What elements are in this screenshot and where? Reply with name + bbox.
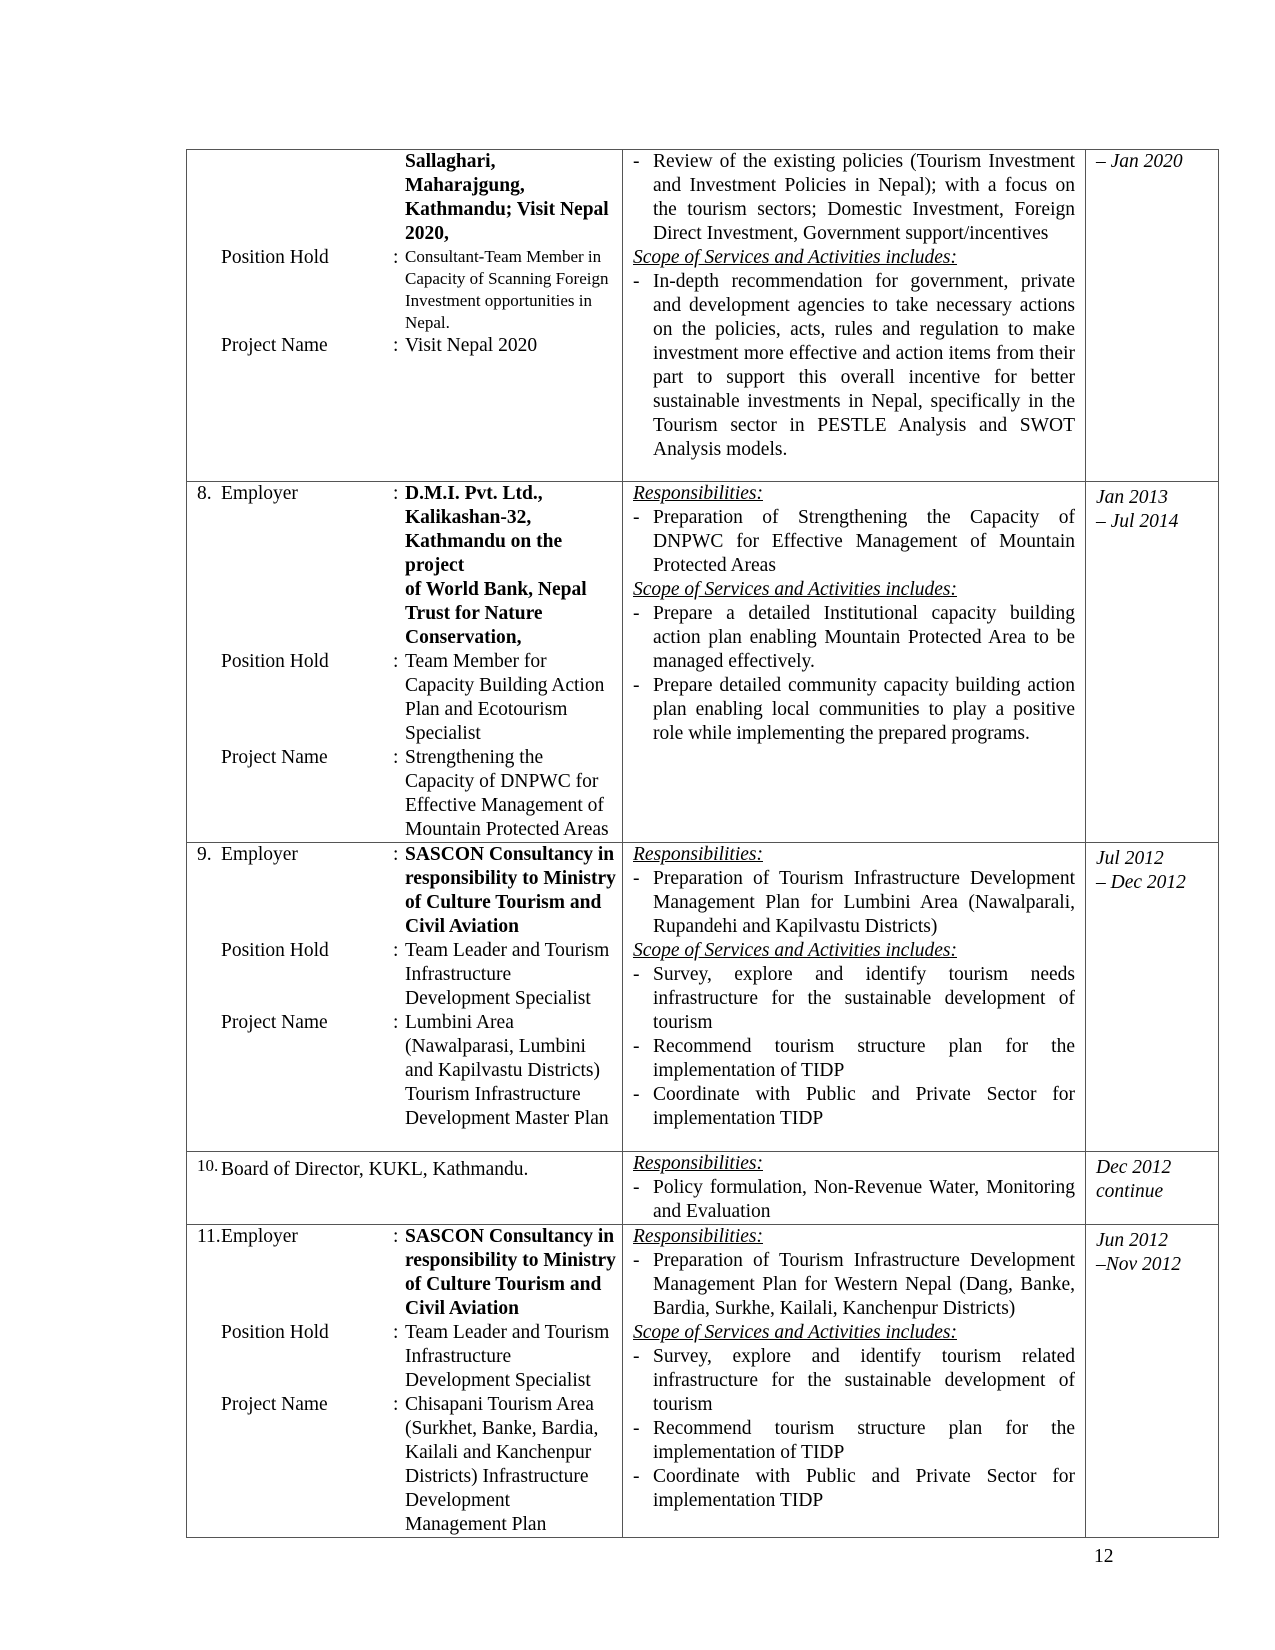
row-number: 10. (197, 1156, 219, 1175)
responsibilities-cell (623, 1152, 1086, 1225)
date-range: Jul 2012 – Dec 2012 (1096, 848, 1186, 893)
responsibilities-cell (623, 843, 1086, 1152)
scope-heading: Scope of Services and Activities includes: (633, 247, 957, 268)
date-range: Jan 2013 – Jul 2014 (1096, 487, 1179, 532)
responsibilities-heading: Responsibilities: (633, 1153, 763, 1174)
table-row (187, 1152, 1219, 1225)
position-label: Position Hold (221, 940, 329, 961)
position-value: Team Leader and Tourism Infrastructure Development Specialist (405, 1322, 610, 1391)
table-row (187, 482, 1219, 843)
scope-heading: Scope of Services and Activities includes: (633, 940, 957, 961)
employer-cell: 9. Employer : SASCON Consultancy in responsibility to Ministry of Culture Tourism and Civil Aviation Position Hold : Team Leader and Tourism Infrastructure Development Specialist Project Name : Lumbini Area (Nawalparasi, Lumbini and Kapilvastu Districts) Tourism Infrastructure Development Master Plan (187, 843, 623, 1152)
responsibilities-heading: Responsibilities: (633, 483, 763, 504)
list-item: - Recommend tourism structure plan for the implementation of TIDP (633, 1418, 1075, 1463)
employer-label: Employer (221, 1226, 298, 1247)
employer-name: Sallaghari, Maharajgung, Kathmandu; Visit Nepal 2020, (405, 151, 609, 244)
date-cell (1086, 1152, 1219, 1225)
position-value: Team Leader and Tourism Infrastructure Development Specialist (405, 940, 610, 1009)
list-item: - Prepare detailed community capacity building action plan enabling local communities to play a positive role while implementing the prepared programs. (633, 675, 1075, 744)
responsibilities-heading: Responsibilities: (633, 844, 763, 865)
date-range: Dec 2012 continue (1096, 1157, 1172, 1202)
date-cell (1086, 150, 1219, 482)
employer-name: D.M.I. Pvt. Ltd., Kalikashan-32, Kathmandu on the project of World Bank, Nepal Trust for Nature Conservation, (405, 483, 587, 648)
responsibilities-heading: Responsibilities: (633, 1226, 763, 1247)
project-value: Lumbini Area (Nawalparasi, Lumbini and Kapilvastu Districts) Tourism Infrastructure Development Master Plan (405, 1012, 609, 1129)
project-value: Visit Nepal 2020 (405, 335, 538, 356)
responsibilities-cell (623, 1225, 1086, 1538)
project-label: Project Name (221, 1394, 328, 1415)
list-item: - Coordinate with Public and Private Sector for implementation TIDP (633, 1466, 1075, 1511)
project-label: Project Name (221, 1012, 328, 1033)
date-cell (1086, 843, 1219, 1152)
table-row (187, 150, 1219, 482)
project-label: Project Name (221, 335, 328, 356)
row-number: 9. (197, 844, 212, 865)
employer-cell: 11. Employer : SASCON Consultancy in responsibility to Ministry of Culture Tourism and Civil Aviation Position Hold : Team Leader and Tourism Infrastructure Development Specialist Project Name : Chisapani Tourism Area (Surkhet, Banke, Bardia, Kailali and Kanchenpur Districts) Infrastructure Development Management Plan (187, 1225, 623, 1538)
scope-heading: Scope of Services and Activities includes: (633, 1322, 957, 1343)
row-number: 8. (197, 483, 212, 504)
position-label: Position Hold (221, 651, 329, 672)
list-item: - In-depth recommendation for government, private and development agencies to take necessary actions on the policies, acts, rules and regulation to make investment more effective and action items from their part to support this overall incentive for better sustainable investments in Nepal, specifically in the Tourism sector in PESTLE Analysis and SWOT Analysis models. (633, 271, 1075, 460)
project-value: Strengthening the Capacity of DNPWC for Effective Management of Mountain Protected Areas (405, 747, 609, 840)
position-label: Position Hold (221, 1322, 329, 1343)
list-item: - Survey, explore and identify tourism related infrastructure for the sustainable development of tourism (633, 1346, 1075, 1415)
project-label: Project Name (221, 747, 328, 768)
date-cell (1086, 482, 1219, 843)
page-number: 12 (1094, 1546, 1114, 1567)
experience-table (186, 149, 1219, 1538)
date-cell (1086, 1225, 1219, 1538)
responsibilities-cell (623, 150, 1086, 482)
list-item: - Coordinate with Public and Private Sector for implementation TIDP (633, 1084, 1075, 1129)
table-row (187, 843, 1219, 1152)
date-range: – Jan 2020 (1096, 151, 1183, 172)
employer-name: SASCON Consultancy in responsibility to Ministry of Culture Tourism and Civil Aviation (405, 844, 616, 937)
position-value: Consultant-Team Member in Capacity of Scanning Foreign Investment opportunities in Nepal. (405, 247, 609, 332)
board-text: Board of Director, KUKL, Kathmandu. (221, 1159, 529, 1180)
position-label: Position Hold (221, 247, 329, 268)
list-item: - Preparation of Tourism Infrastructure Development Management Plan for Lumbini Area (Nawalparali, Rupandehi and Kapilvastu Districts) (633, 868, 1075, 937)
list-item: - Policy formulation, Non-Revenue Water, Monitoring and Evaluation (633, 1177, 1075, 1222)
list-item: - Recommend tourism structure plan for the implementation of TIDP (633, 1036, 1075, 1081)
list-item: - Preparation of Tourism Infrastructure Development Management Plan for Western Nepal (Dang, Banke, Bardia, Surkhe, Kailali, Kanchenpur Districts) (633, 1250, 1075, 1319)
position-value: Team Member for Capacity Building Action Plan and Ecotourism Specialist (405, 651, 605, 744)
list-item: - Survey, explore and identify tourism needs infrastructure for the sustainable development of tourism (633, 964, 1075, 1033)
employer-label: Employer (221, 483, 298, 504)
scope-heading: Scope of Services and Activities includes: (633, 579, 957, 600)
employer-label: Employer (221, 844, 298, 865)
employer-name: SASCON Consultancy in responsibility to Ministry of Culture Tourism and Civil Aviation (405, 1226, 616, 1319)
list-item: - Prepare a detailed Institutional capacity building action plan enabling Mountain Protected Area to be managed effectively. (633, 603, 1075, 672)
employer-cell: Sallaghari, Maharajgung, Kathmandu; Visit Nepal 2020, Position Hold : Consultant-Team Member in Capacity of Scanning Foreign Investment opportunities in Nepal. Project Name : Visit Nepal 2020 (187, 150, 623, 482)
date-range: Jun 2012 –Nov 2012 (1096, 1230, 1182, 1275)
employer-cell: 8. Employer : D.M.I. Pvt. Ltd., Kalikashan-32, Kathmandu on the project of World Bank, Nepal Trust for Nature Conservation, Position Hold : Team Member for Capacity Building Action Plan and Ecotourism Specialist Project Name : Strengthening the Capacity of DNPWC for Effective Management of Mountain Protected Areas (187, 482, 623, 843)
employer-cell (187, 1152, 623, 1225)
project-value: Chisapani Tourism Area (Surkhet, Banke, Bardia, Kailali and Kanchenpur Districts) Infrastructure Development Management Plan (405, 1394, 599, 1535)
row-number: 11. (197, 1226, 221, 1247)
list-item: - Review of the existing policies (Tourism Investment and Investment Policies in Nepal); with a focus on the tourism sectors; Domestic Investment, Foreign Direct Investment, Government support/incentives (633, 151, 1075, 244)
responsibilities-cell (623, 482, 1086, 843)
list-item: - Preparation of Strengthening the Capacity of DNPWC for Effective Management of Mountain Protected Areas (633, 507, 1075, 576)
table-row (187, 1225, 1219, 1538)
